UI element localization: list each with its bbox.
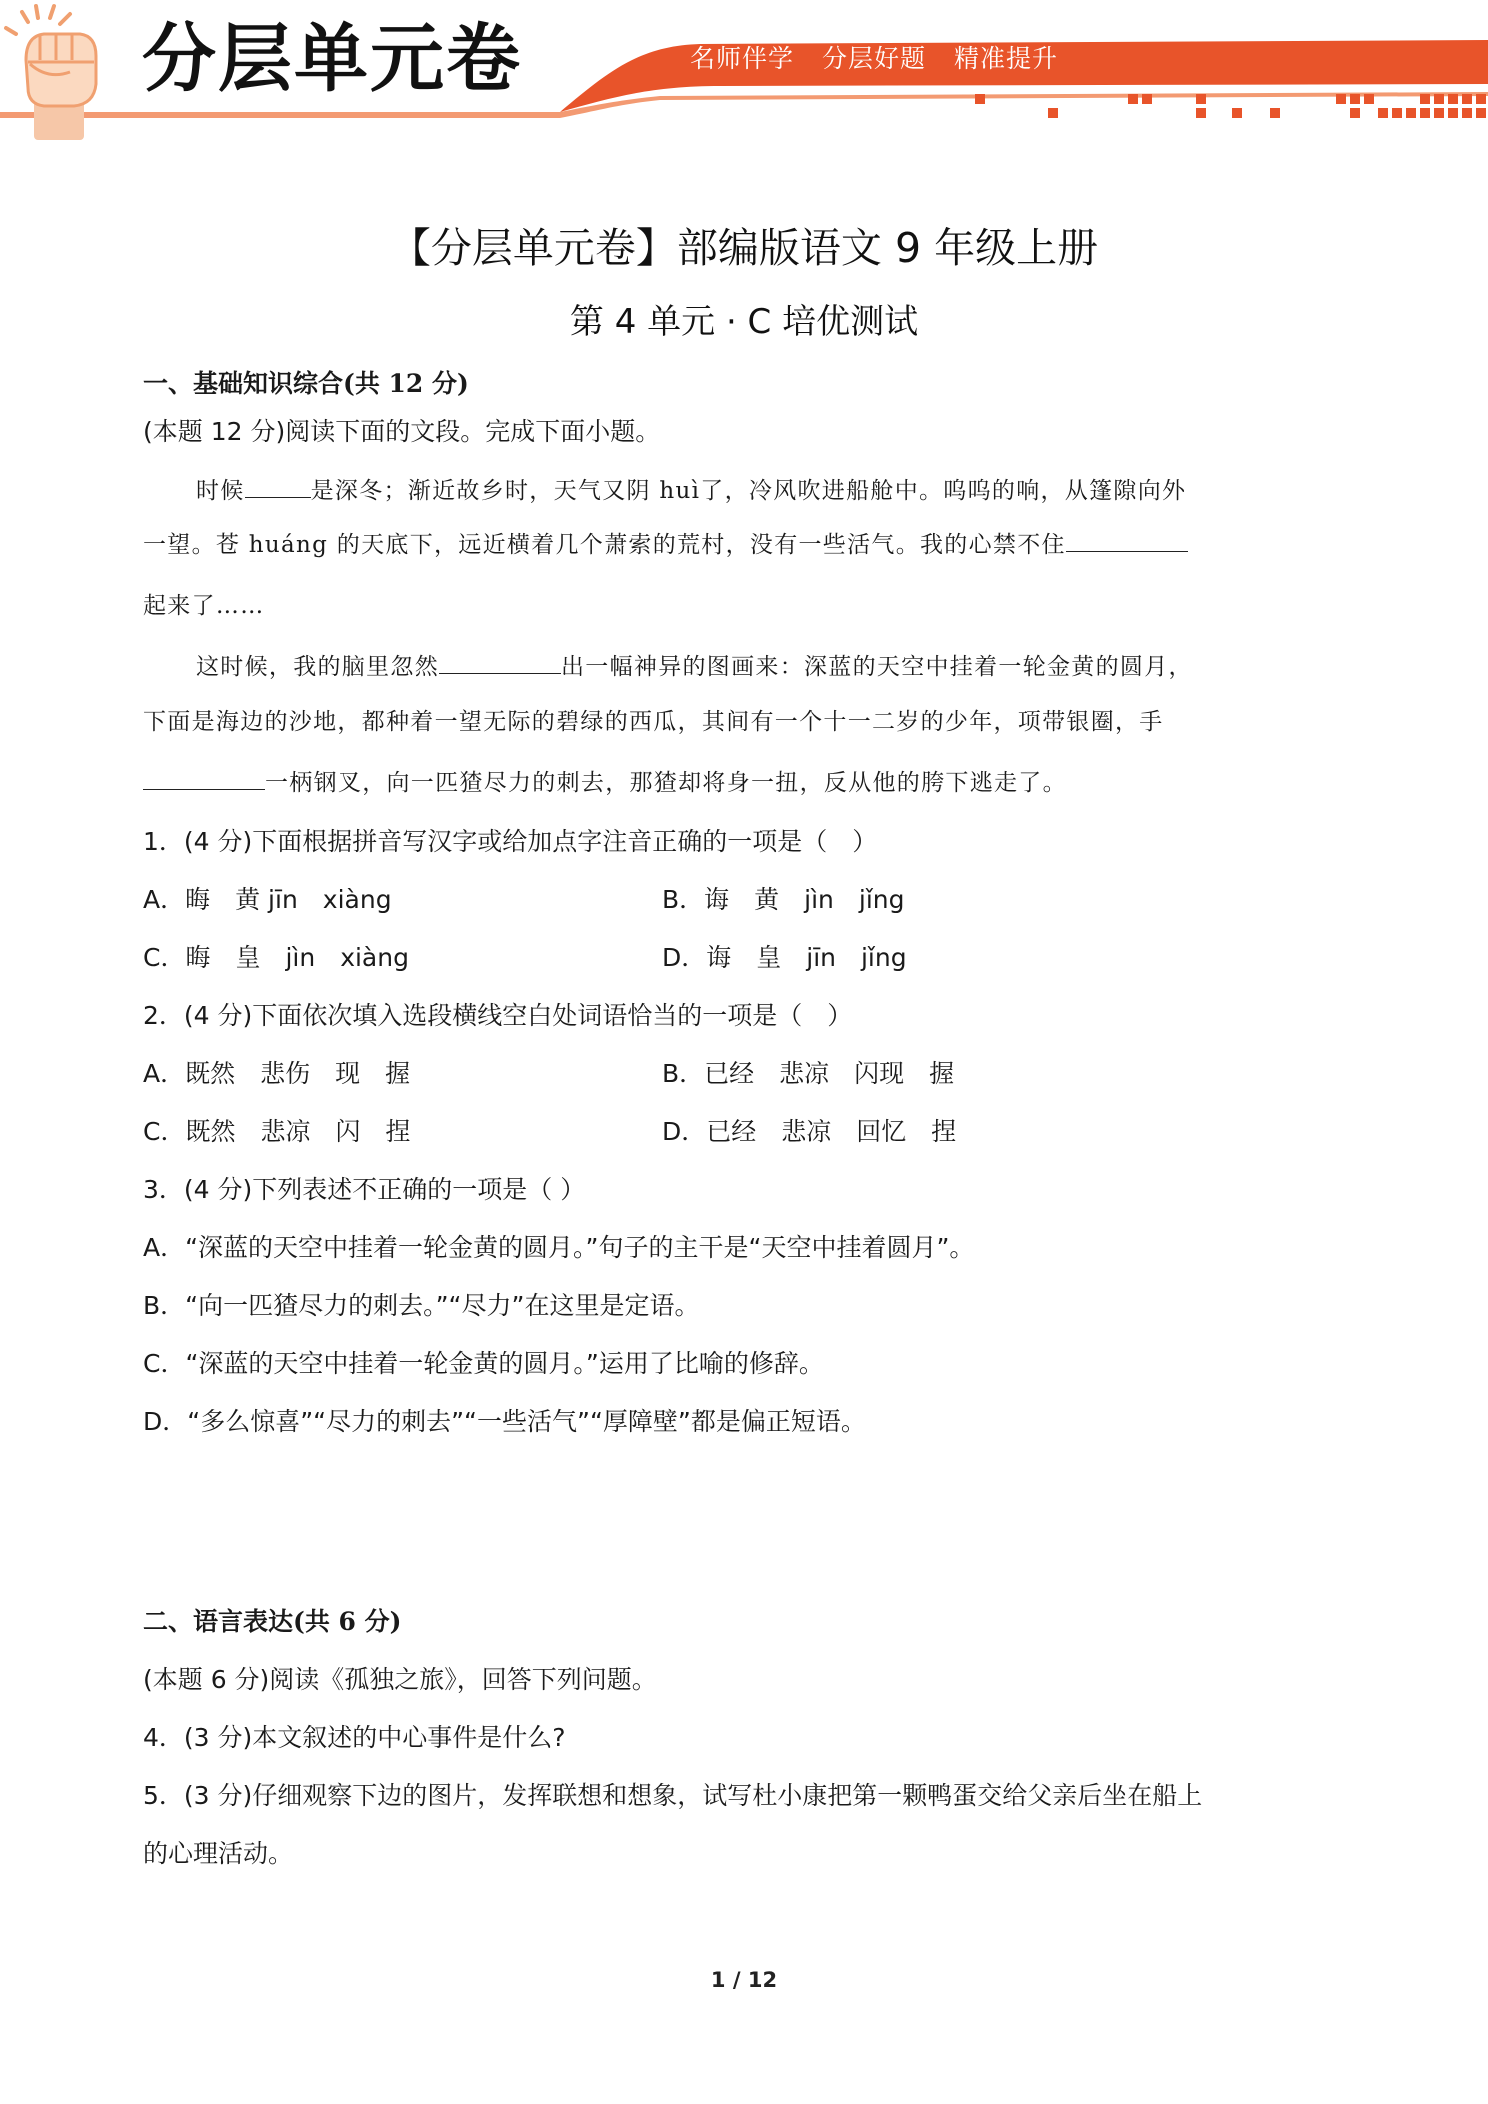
- passage-line-6: [143, 766, 1067, 799]
- question-1-option-c: C．晦 皇 jìn xiàng: [143, 943, 409, 972]
- fill-blank: [1066, 528, 1188, 552]
- passage-line-2: [143, 528, 1188, 561]
- passage-line-4: [196, 650, 1193, 683]
- slogan-questions: 分层好题: [822, 44, 927, 73]
- section2-heading: 二、语言表达(共 6 分): [143, 1607, 402, 1636]
- document-subtitle: 第 4 单元 · C 培优测试: [569, 302, 919, 342]
- question-2-option-d: D．已经 悲凉 回忆 捏: [662, 1117, 957, 1146]
- header-banner: [0, 0, 1488, 150]
- slogan-teacher: 名师伴学: [690, 44, 795, 73]
- passage-text: 出一幅神异的图画来：深蓝的天空中挂着一轮金黄的圆月，: [561, 654, 1193, 680]
- question-5-stem: 5．(3 分)仔细观察下边的图片，发挥联想和想象，试写杜小康把第一颗鸭蛋交给父亲后坐在船上: [143, 1781, 1203, 1810]
- question-3-option-d: D．“多么惊喜”“尽力的刺去”“一些活气”“厚障壁”都是偏正短语。: [143, 1407, 866, 1436]
- question-3-stem: 3．(4 分)下列表述不正确的一项是（ ）: [143, 1175, 586, 1204]
- fill-blank: [245, 474, 311, 498]
- fill-blank: [439, 650, 561, 674]
- question-3-option-b: B．“向一匹猹尽力的刺去。”“尽力”在这里是定语。: [143, 1291, 700, 1320]
- passage-text: 一望。苍 huáng 的天底下，远近横着几个萧索的荒村，没有一些活气。我的心禁不住: [143, 532, 1066, 558]
- fill-blank: [143, 766, 265, 790]
- passage-line-5: 下面是海边的沙地，都种着一望无际的碧绿的西瓜，其间有一个十一二岁的少年，项带银圈，手: [143, 709, 1164, 735]
- question-3-option-a: A．“深蓝的天空中挂着一轮金黄的圆月。”句子的主干是“天空中挂着圆月”。: [143, 1233, 975, 1262]
- passage-text: 时候: [196, 478, 245, 504]
- question-5-stem-cont: 的心理活动。: [143, 1839, 294, 1868]
- slogan-list: [690, 44, 1058, 74]
- slogan-improve: 精准提升: [954, 44, 1059, 73]
- document-title: 【分层单元卷】部编版语文 9 年级上册: [389, 224, 1099, 272]
- passage-text: 这时候，我的脑里忽然: [196, 654, 439, 680]
- question-1-stem: 1．(4 分)下面根据拼音写汉字或给加点字注音正确的一项是（ ）: [143, 827, 878, 856]
- question-1-option-b: B．诲 黄 jìn jǐng: [662, 885, 905, 914]
- brand-title: 分层单元卷: [142, 16, 522, 102]
- passage-text: 是深冬；渐近故乡时，天气又阴 huì了，冷风吹进船舱中。呜呜的响，从篷隙向外: [310, 478, 1187, 504]
- section2-intro: (本题 6 分)阅读《孤独之旅》，回答下列问题。: [143, 1665, 657, 1694]
- raised-fist-icon: [6, 6, 96, 140]
- passage-line-3: 起来了……: [143, 593, 265, 619]
- question-2-option-b: B．已经 悲凉 闪现 握: [662, 1059, 955, 1088]
- page-number: 1 / 12: [710, 1968, 778, 1992]
- question-3-option-c: C．“深蓝的天空中挂着一轮金黄的圆月。”运用了比喻的修辞。: [143, 1349, 824, 1378]
- question-1-option-d: D．诲 皇 jīn jǐng: [662, 943, 907, 972]
- question-2-option-a: A．既然 悲伤 现 握: [143, 1059, 411, 1088]
- question-2-stem: 2．(4 分)下面依次填入选段横线空白处词语恰当的一项是（ ）: [143, 1001, 853, 1030]
- section1-heading: 一、基础知识综合(共 12 分): [143, 369, 469, 398]
- question-4-stem: 4．(3 分)本文叙述的中心事件是什么?: [143, 1723, 566, 1752]
- question-2-option-c: C．既然 悲凉 闪 捏: [143, 1117, 411, 1146]
- passage-line-1: [196, 474, 1186, 507]
- passage-text: 一柄钢叉，向一匹猹尽力的刺去，那猹却将身一扭，反从他的胯下逃走了。: [265, 770, 1067, 796]
- question-1-option-a: A．晦 黄 jīn xiàng: [143, 885, 392, 914]
- section1-intro: (本题 12 分)阅读下面的文段。完成下面小题。: [143, 417, 661, 446]
